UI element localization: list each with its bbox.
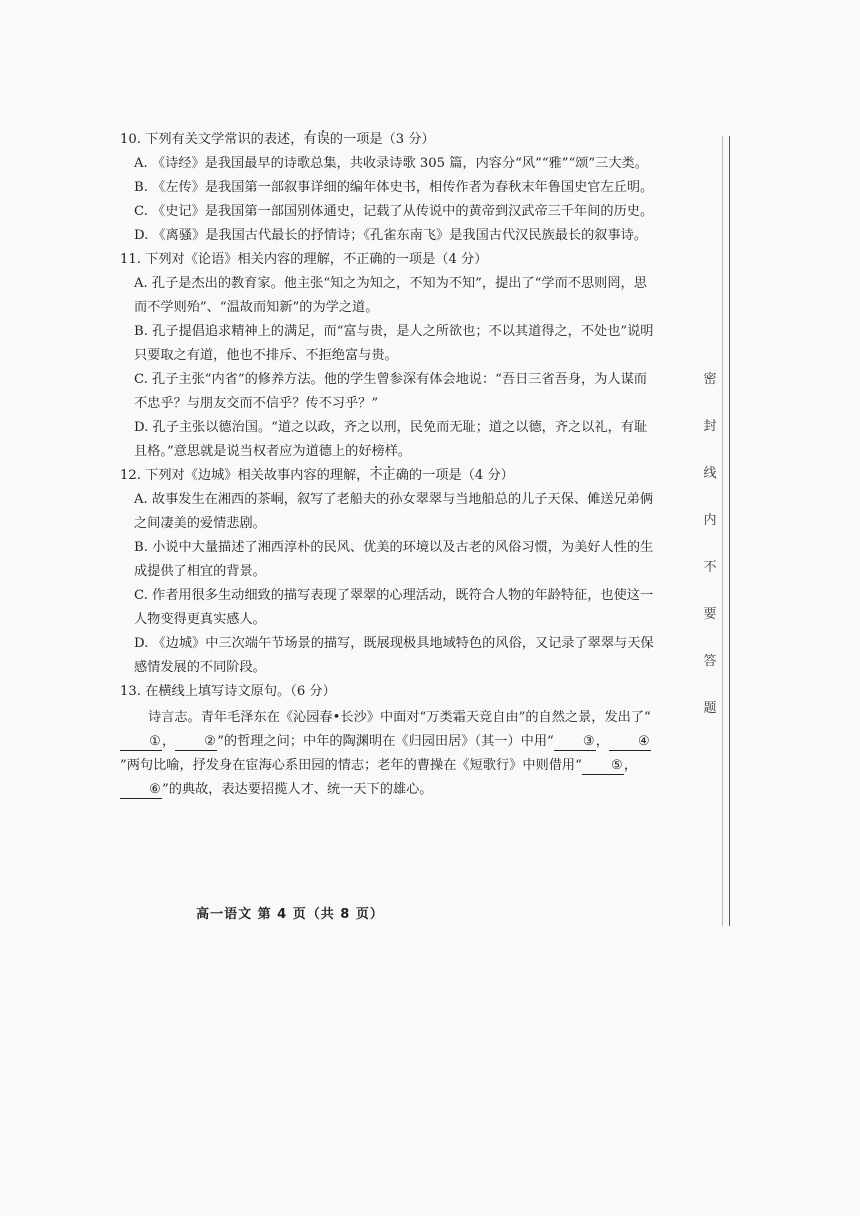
seal-notice <box>700 368 720 744</box>
option-text: C. 孔子主张“内省”的修养方法。他的学生曾参深有体会地说：“吾日三省吾身，为人谋而不忠乎？与朋友交而不信乎？传不习乎？” <box>134 372 647 411</box>
option-text: D. 《离骚》是我国古代最长的抒情诗；《孔雀东南飞》是我国古代汉民族最长的叙事诗。 <box>134 228 648 243</box>
passage-text: ， <box>162 734 176 749</box>
title-text: 确的一项是（4 分） <box>395 468 514 483</box>
option-a <box>120 488 660 536</box>
passage-text: 诗言志。青年毛泽东在《沁园春•长沙》中面对“万类霜天竞自由”的自然之景，发出了“ <box>148 710 651 725</box>
passage-text: ， <box>595 734 609 749</box>
seal-char: 答 <box>703 654 717 669</box>
seal-char: 不 <box>703 560 717 575</box>
blank-5: ⑤ <box>582 758 624 775</box>
questions <box>120 128 660 802</box>
seal-char: 内 <box>703 513 717 528</box>
title-text: 12. 下列对《边城》相关故事内容的理解， <box>120 468 370 483</box>
emphasis-char: 误 <box>316 132 330 147</box>
seal-char: 封 <box>703 419 717 434</box>
seal-char: 要 <box>703 607 717 622</box>
option-text: D. 孔子主张以德治国。“道之以政，齐之以刑，民免而无耻；道之以德，齐之以礼，有耻且格。”意思就是说当权者应为道德上的好榜样。 <box>134 420 648 459</box>
option-text: B. 孔子提倡追求精神上的满足，而“富与贵，是人之所欲也；不以其道得之，不处也”说明只要取之有道，他也不排斥、不拒绝富与贵。 <box>134 324 654 363</box>
question-13-passage <box>120 706 660 802</box>
blank-4: ④ <box>609 734 651 751</box>
option-c <box>120 368 660 416</box>
option-c <box>120 200 660 224</box>
option-text: A. 故事发生在湘西的茶峒，叙写了老船夫的孙女翠翠与当地船总的儿子天保、傩送兄弟俩之间凄美的爱情悲剧。 <box>134 492 654 531</box>
question-13-title: 13. 在横线上填写诗文原句。（6 分） <box>120 684 336 699</box>
question-10-title <box>120 128 660 152</box>
emphasis-char: 有 <box>303 132 317 147</box>
seal-char: 题 <box>703 701 717 716</box>
option-text: B. 《左传》是我国第一部叙事详细的编年体史书，相传作者为春秋末年鲁国史官左丘明。 <box>134 180 654 195</box>
option-d <box>120 416 660 464</box>
passage-text: ”两句比喻，抒发身在宦海心系田园的情志；老年的曹操在《短歌行》中则借用“ <box>120 758 582 773</box>
option-a <box>120 152 660 176</box>
option-text: D. 《边城》中三次端午节场景的描写，既展现极具地域特色的风俗，又记录了翠翠与天保感情发展的不同阶段。 <box>134 636 654 675</box>
title-text: 10. 下列有关文学常识的表述， <box>120 132 304 147</box>
blank-3: ③ <box>554 734 596 751</box>
passage-text: ”的哲理之问；中年的陶渊明在《归园田居》（其一）中用“ <box>217 734 554 749</box>
emphasis-char: 不 <box>369 468 383 483</box>
seal-char: 密 <box>703 372 717 387</box>
question-11 <box>120 248 660 464</box>
question-10 <box>120 128 660 248</box>
emphasis-char: 正 <box>382 468 396 483</box>
option-d <box>120 632 660 680</box>
question-12-title <box>120 464 660 488</box>
option-b <box>120 176 660 200</box>
title-text: 的一项是（3 分） <box>329 132 435 147</box>
page-footer: 高一语文 第 4 页（共 8 页） <box>196 907 384 922</box>
seal-line-inner <box>722 136 723 926</box>
option-text: B. 小说中大量描述了湘西淳朴的民风、优美的环境以及古老的风俗习惯，为美好人性的生成提供了相宜的背景。 <box>134 540 654 579</box>
question-11-title: 11. 下列对《论语》相关内容的理解，不正确的一项是（4 分） <box>120 252 488 267</box>
option-a <box>120 272 660 320</box>
option-text: C. 作者用很多生动细致的描写表现了翠翠的心理活动，既符合人物的年龄特征，也使这一人物变得更真实感人。 <box>134 588 654 627</box>
option-text: C. 《史记》是我国第一部国别体通史，记载了从传说中的黄帝到汉武帝三千年间的历史。 <box>134 204 654 219</box>
option-b <box>120 536 660 584</box>
option-d <box>120 224 660 248</box>
seal-line <box>729 136 730 926</box>
blank-6: ⑥ <box>120 782 162 799</box>
question-12 <box>120 464 660 680</box>
option-c <box>120 584 660 632</box>
blank-1: ① <box>120 734 162 751</box>
option-text: A. 孔子是杰出的教育家。他主张“知之为知之，不知为不知”，提出了“学而不思则罔，思而不学则殆”、“温故而知新”的为学之道。 <box>134 276 647 315</box>
option-b <box>120 320 660 368</box>
passage-text: ， <box>623 758 638 773</box>
question-13 <box>120 680 660 802</box>
option-text: A. 《诗经》是我国最早的诗歌总集，共收录诗歌 305 篇，内容分“风”“雅”“颂”三大类。 <box>134 156 648 171</box>
seal-char: 线 <box>703 466 717 481</box>
passage-text: ”的典故，表达要招揽人才、统一天下的雄心。 <box>162 782 433 797</box>
blank-2: ② <box>175 734 217 751</box>
